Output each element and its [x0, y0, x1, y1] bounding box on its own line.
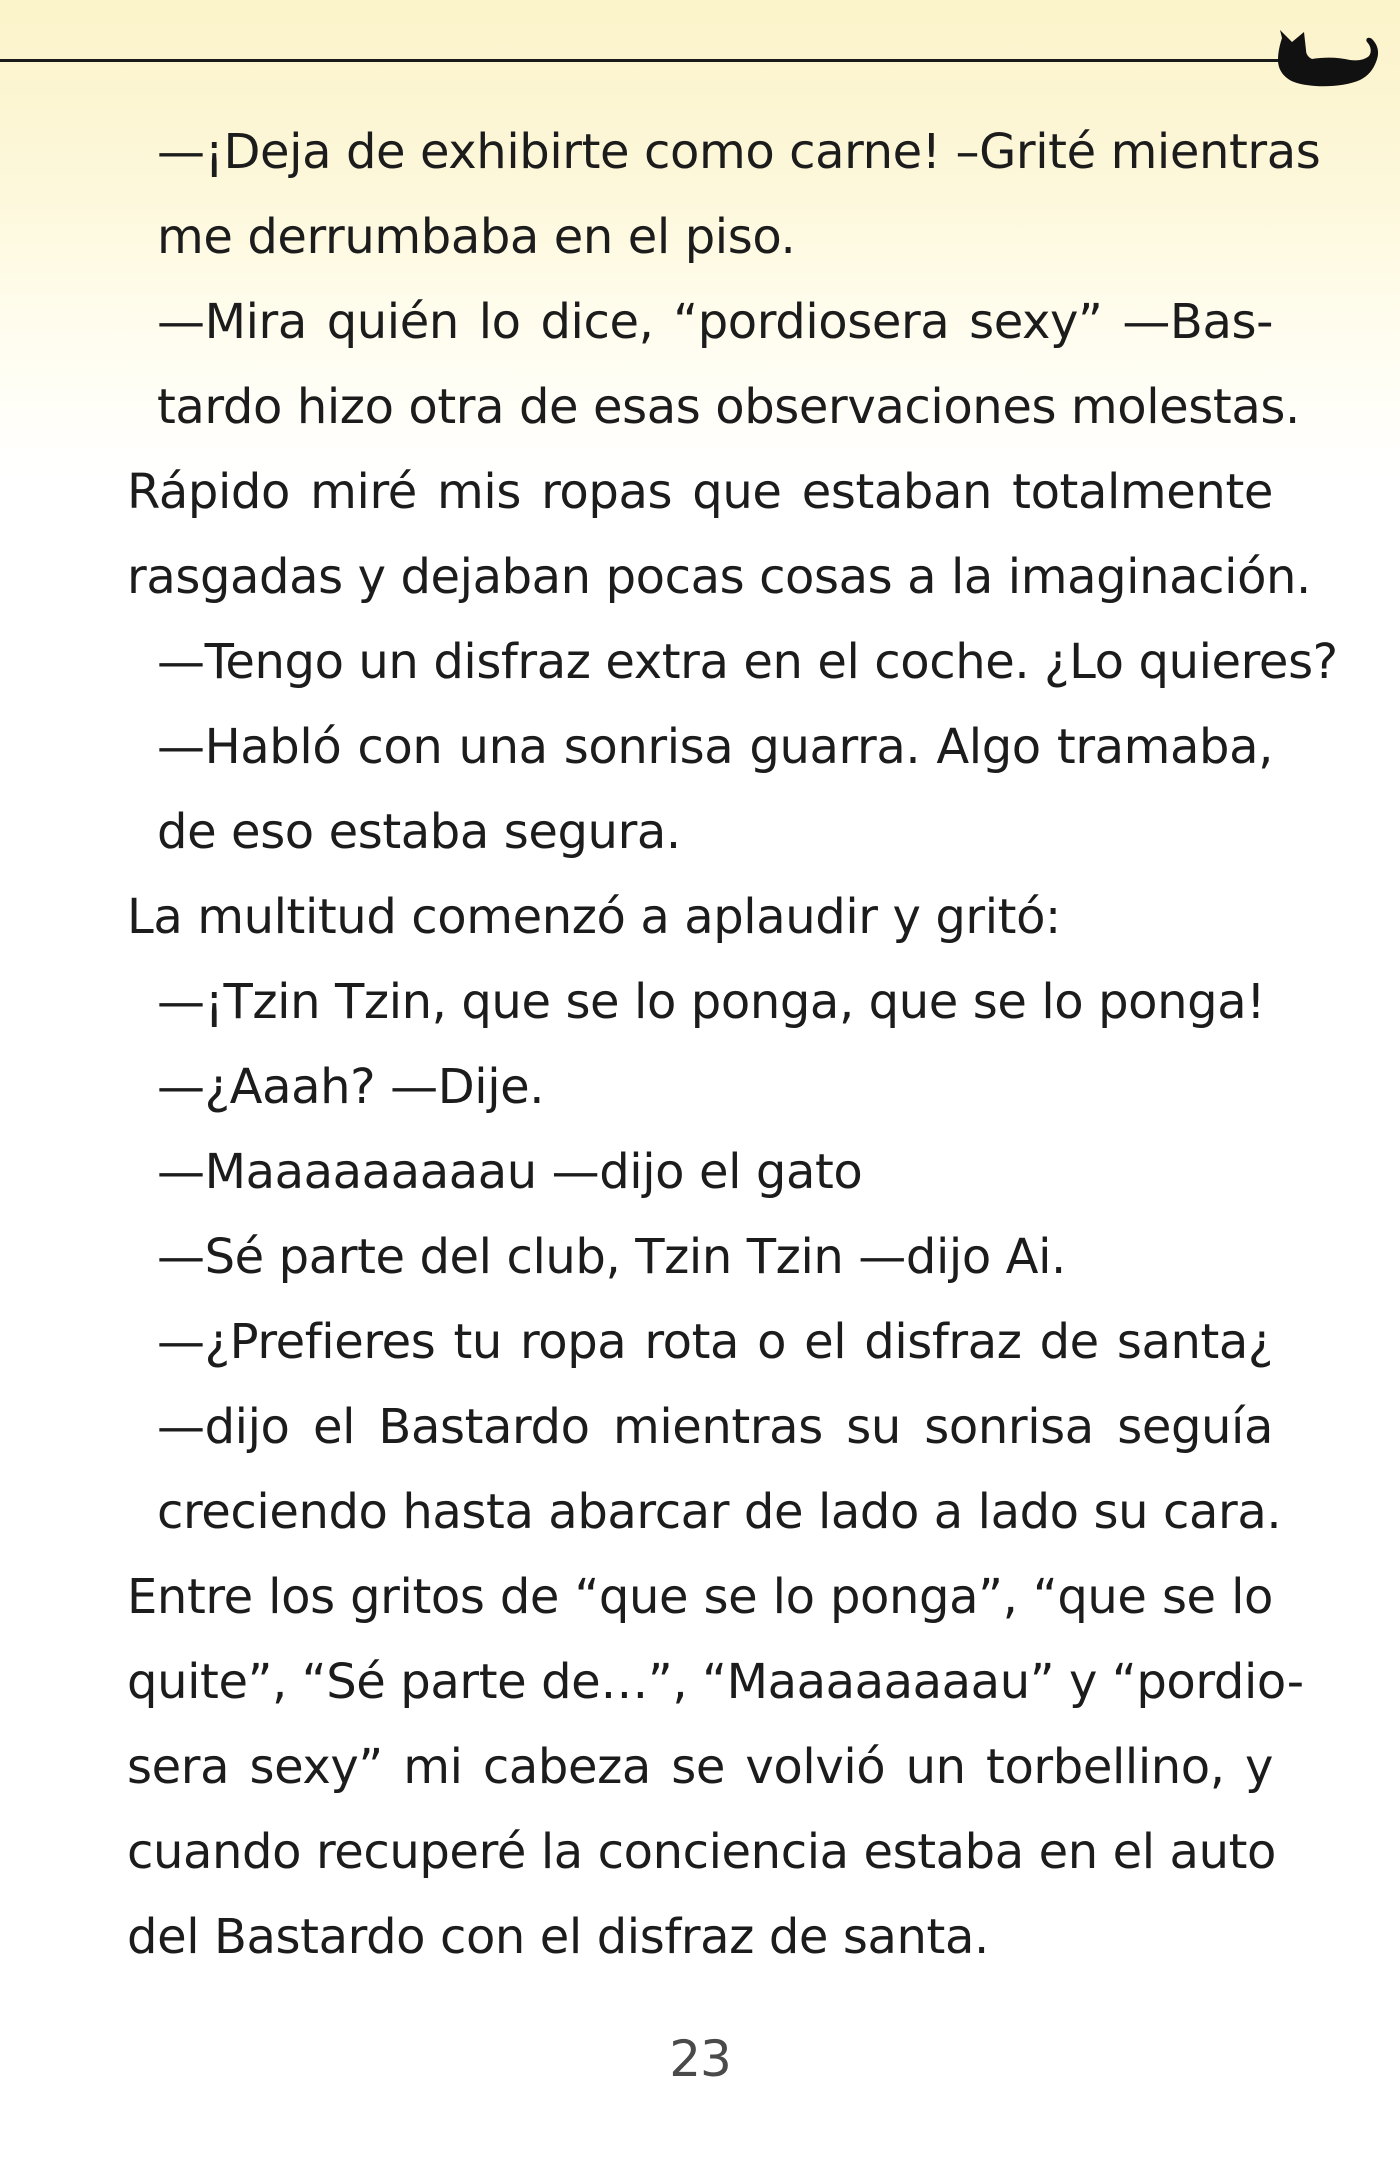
- page-body: [127, 110, 1338, 1980]
- text-line: —Mira quién lo dice, “pordiosera sexy” —Bas-: [157, 294, 1273, 350]
- text-line: —Habló con una sonrisa guarra. Algo tramaba,: [157, 719, 1273, 775]
- text-line: tardo hizo otra de esas observaciones molestas.: [157, 379, 1300, 435]
- text-line: Rápido miré mis ropas que estaban totalmente: [127, 464, 1273, 520]
- text-line: —¿Prefieres tu ropa rota o el disfraz de santa¿: [157, 1314, 1273, 1370]
- text-line: rasgadas y dejaban pocas cosas a la imaginación.: [127, 549, 1311, 605]
- text-line: quite”, “Sé parte de…”, “Maaaaaaaau” y “pordio-: [127, 1654, 1304, 1710]
- text-line: La multitud comenzó a aplaudir y gritó:: [127, 889, 1061, 945]
- text-line: —Sé parte del club, Tzin Tzin —dijo Ai.: [157, 1229, 1066, 1285]
- text-line: —¡Tzin Tzin, que se lo ponga, que se lo ponga!: [157, 974, 1266, 1030]
- text-line: —Maaaaaaaaau —dijo el gato: [157, 1144, 863, 1200]
- text-line: —¡Deja de exhibirte como carne! –Grité mientras: [157, 124, 1321, 180]
- text-line: —Tengo un disfraz extra en el coche. ¿Lo quieres?: [157, 634, 1338, 690]
- text-line: de eso estaba segura.: [157, 804, 681, 860]
- text-line: creciendo hasta abarcar de lado a lado su cara.: [157, 1484, 1282, 1540]
- text-line: —¿Aaah? —Dije.: [157, 1059, 545, 1115]
- text-line: me derrumbaba en el piso.: [157, 209, 796, 265]
- text-line: cuando recuperé la conciencia estaba en el auto: [127, 1824, 1276, 1880]
- page-number: 23: [669, 2030, 731, 2088]
- text-line: Entre los gritos de “que se lo ponga”, “que se lo: [127, 1569, 1273, 1625]
- text-line: del Bastardo con el disfraz de santa.: [127, 1909, 989, 1965]
- cat-silhouette-icon: [1272, 20, 1384, 92]
- text-line: sera sexy” mi cabeza se volvió un torbellino, y: [127, 1739, 1273, 1795]
- header-rule: [0, 59, 1282, 62]
- text-line: —dijo el Bastardo mientras su sonrisa seguía: [157, 1399, 1273, 1455]
